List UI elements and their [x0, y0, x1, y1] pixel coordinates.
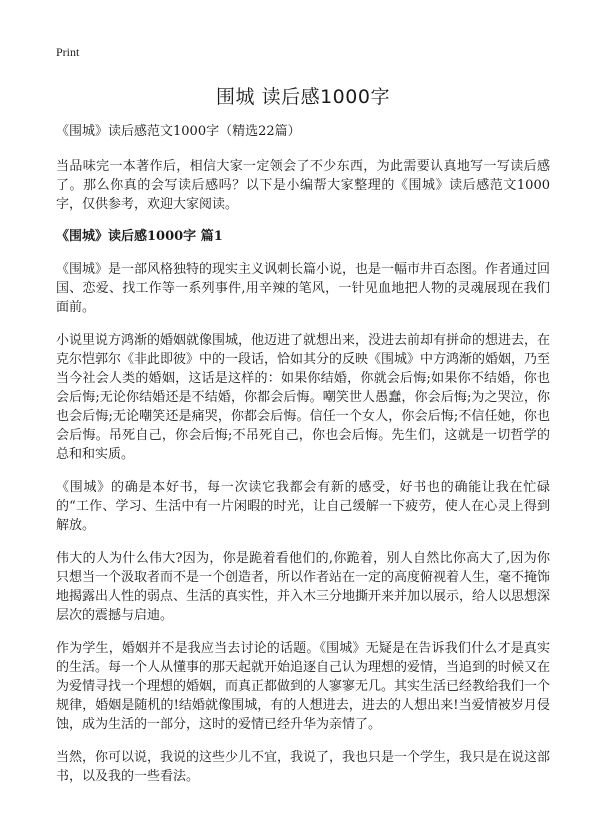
intro-paragraph: 当品味完一本著作后，相信大家一定领会了不少东西，为此需要认真地写一写读后感了。那么你真的会写读后感吗？以下是小编帮大家整理的《围城》读后感范文1000字，仅供参考，欢迎大家阅读。: [56, 159, 550, 212]
body-paragraph: 《围城》是一部风格独特的现实主义讽刺长篇小说，也是一幅市井百态图。作者通过回国、恋爱、找工作等一系列事件,用辛辣的笔风，一针见血地把人物的灵魂展现在我们面前。: [56, 262, 551, 315]
section-heading: 《围城》读后感1000字 篇1: [56, 229, 223, 244]
body-paragraph: 伟大的人为什么伟大?因为，你是跪着看他们的,你跪着，别人自然比你高大了,因为你只想当一个汲取者而不是一个创造者，所以作者站在一定的高度俯视着人生，毫不掩饰地揭露出人性的弱点、生活的真实性，并入木三分地撕开来并加以展示，给人以思想深层次的震撼与启迪。: [56, 551, 551, 623]
body-paragraph: 作为学生，婚姻并不是我应当去讨论的话题。《围城》无疑是在告诉我们什么才是真实的生活。每一个人从懂事的那天起就开始追逐自己认为理想的爱情，当追到的时候又在为爱情寻找一个理想的婚姻，而真正都做到的人寥寥无几。其实生活已经教给我们一个规律，婚姻是随机的!结婚就像围城，有的人想进去，进去的人想出来!当爱情被岁月侵蚀，成为生活的一部分，这时的爱情已经升华为亲情了。: [56, 641, 551, 732]
page-title: 围城 读后感1000字: [216, 86, 390, 108]
body-paragraph: 《围城》的确是本好书，每一次读它我都会有新的感受，好书也的确能让我在忙碌的“工作、学习、生活中有一片闲暇的时光，让自己缓解一下疲劳，使人在心灵上得到解放。: [56, 480, 550, 533]
print-link[interactable]: Print: [56, 45, 80, 59]
body-paragraph: 当然，你可以说，我说的这些少儿不宜，我说了，我也只是一个学生，我只是在说这部书，以及我的一些看法。: [56, 750, 551, 784]
body-paragraph: 小说里说方鸿渐的婚姻就像围城，他迈进了就想出来，没进去前却有拼命的想进去，在克尔恺郭尔《非此即彼》中的一段话，恰如其分的反映《围城》中方鸿渐的婚姻，乃至当今社会人类的婚姻，这话是这样的：如果你结婚，你就会后悔;如果你不结婚，你也会后悔;无论你结婚还是不结婚，你都会后悔。嘲笑世人愚蠢，你会后悔;为之哭泣，你也会后悔;无论嘲笑还是痛哭，你都会后悔。信任一个女人，你会后悔;不信任她，你也会后悔。吊死自己，你会后悔;不吊死自己，你也会后悔。先生们，这就是一切哲学的总和和实质。: [56, 333, 551, 462]
document-subtitle: 《围城》读后感范文1000字（精选22篇）: [56, 124, 301, 139]
